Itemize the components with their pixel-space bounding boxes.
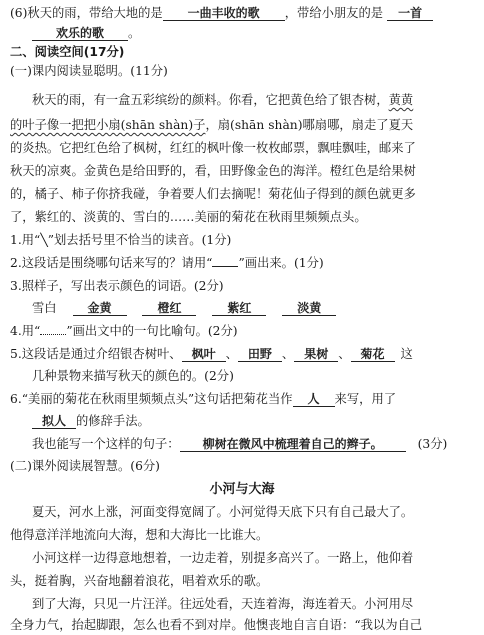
q6-answer-2a[interactable]: 一首 — [387, 6, 433, 21]
passage-line-6: 了，紫红的、淡黄的、雪白的……美丽的菊花在秋雨里频频点头。 — [10, 210, 367, 224]
q6-text-pre: (6)秋天的雨，带给大地的是 — [10, 6, 163, 20]
q6-answer-person[interactable]: 人 — [293, 392, 335, 407]
q3-answer-1[interactable]: 金黄 — [73, 301, 127, 316]
part1-heading: (一)课内阅读显聪明。(11分) — [10, 64, 168, 78]
story-p2-l2: 头，挺着胸，兴奋地翻着浪花，唱着欢乐的歌。 — [10, 574, 269, 588]
q5-sep-2: 、 — [281, 347, 295, 361]
q5-answer-2[interactable]: 田野 — [238, 347, 282, 362]
question-6-sentence — [32, 436, 484, 453]
question-3: 3.照样子，写出表示颜色的词语。(2分) — [10, 279, 224, 293]
passage-line-2 — [10, 117, 484, 134]
story-p1-l2: 他得意洋洋地流向大海，想和大海比一比谁大。 — [10, 528, 269, 542]
q5-answer-1[interactable]: 枫叶 — [182, 347, 226, 362]
q6-text-end: 。 — [128, 26, 141, 40]
q6-answer-personification[interactable]: 拟人 — [32, 414, 76, 429]
question-6 — [10, 391, 484, 408]
q6-fill-line — [0, 5, 484, 22]
q4-text-a: 4.用“ — [10, 324, 41, 338]
passage-line-4: 秋天的凉爽。金黄色是给田野的，看，田野像金色的海洋。橙红色是给果树 — [10, 164, 416, 178]
q6-answer-2b[interactable]: 欢乐的歌 — [32, 26, 128, 41]
q3-answer-2[interactable]: 橙红 — [142, 301, 196, 316]
q3-answer-4[interactable]: 淡黄 — [282, 301, 336, 316]
section2-heading: 二、阅读空间(17分) — [10, 45, 125, 59]
q6-text-b: 来写，用了 — [334, 392, 397, 406]
question-2 — [10, 255, 484, 272]
question-5-cont: 几种景物来描写秋天的颜色的。(2分) — [32, 369, 234, 383]
story-p1-l1: 夏天，河水上涨，河面变得宽阔了。小河觉得天底下只有自己最大了。 — [32, 505, 414, 519]
q6-text-mid: ，带给小朋友的是 — [284, 6, 384, 20]
part2-heading: (二)课外阅读展智慧。(6分) — [10, 459, 160, 473]
q6-answer-sentence[interactable]: 柳树在微风中梳理着自己的辫子。 — [180, 437, 406, 452]
passage-line-3: 的炎热。它把红色给了枫树，红红的枫叶像一枚枚邮票，飘哇飘哇，邮来了 — [10, 141, 416, 155]
passage-l2a: 的叶子像一把把小扇(shān shàn)子 — [10, 118, 206, 132]
passage-line-1 — [32, 92, 484, 109]
passage-l2b: ，扇(shān shàn)哪扇哪，扇走了夏天 — [205, 118, 414, 132]
q6-text-d: 我也能写一个这样的句子： — [32, 437, 180, 451]
q2-underline-sample — [212, 257, 238, 267]
q6-fill-line-2 — [0, 25, 484, 42]
q5-answer-3[interactable]: 果树 — [294, 347, 338, 362]
question-6-cont — [32, 413, 484, 430]
q2-text-b: ”画出来。(1分) — [238, 256, 324, 270]
story-title: 小河与大海 — [209, 482, 275, 497]
q6-text-a: 6.“美丽的菊花在秋雨里频频点头”这句话把菊花当作 — [10, 392, 293, 406]
q3-example: 雪白 — [32, 301, 57, 315]
q2-text-a: 2.这段话是围绕哪句话来写的？请用“ — [10, 256, 213, 270]
q5-sep-1: 、 — [225, 347, 238, 361]
q5-text-end: 这 — [400, 347, 413, 361]
q4-text-b: ”画出文中的一句比喻句。(2分) — [66, 324, 238, 338]
passage-l1a: 秋天的雨，有一盒五彩缤纷的颜料。你看，它把黄色给了银杏树， — [32, 93, 389, 107]
story-p3-l1: 到了大海，只见一片汪洋。往远处看，天连着海，海连着天。小河用尽 — [32, 597, 414, 611]
question-1: 1.用“╲”划去括号里不恰当的读音。(1分) — [10, 233, 232, 247]
question-5 — [10, 346, 484, 363]
q6-score: (3分) — [417, 437, 448, 451]
q5-text-a: 5.这段话是通过介绍银杏树叶、 — [10, 347, 182, 361]
question-4 — [10, 323, 484, 340]
q6-text-c: 的修辞手法。 — [76, 414, 150, 428]
passage-line-5: 的，橘子、柿子你挤我碰，争着要人们去摘呢！菊花仙子得到的颜色就更多 — [10, 187, 416, 201]
story-p2-l1: 小河这样一边得意地想着，一边走着，别提多高兴了。一路上，他仰着 — [32, 551, 414, 565]
story-p3-l2: 全身力气，抬起脚跟，怎么也看不到对岸。他懊丧地自言自语：“我以为自己 — [10, 618, 423, 632]
q5-sep-3: 、 — [338, 347, 351, 361]
q6-answer-1[interactable]: 一曲丰收的歌 — [163, 6, 285, 21]
passage-l1b: 黄黄 — [388, 93, 414, 107]
q3-answer-row — [32, 300, 484, 317]
q3-answer-3[interactable]: 紫红 — [212, 301, 266, 316]
q5-answer-4[interactable]: 菊花 — [351, 347, 395, 362]
q4-underline-sample — [40, 325, 66, 335]
